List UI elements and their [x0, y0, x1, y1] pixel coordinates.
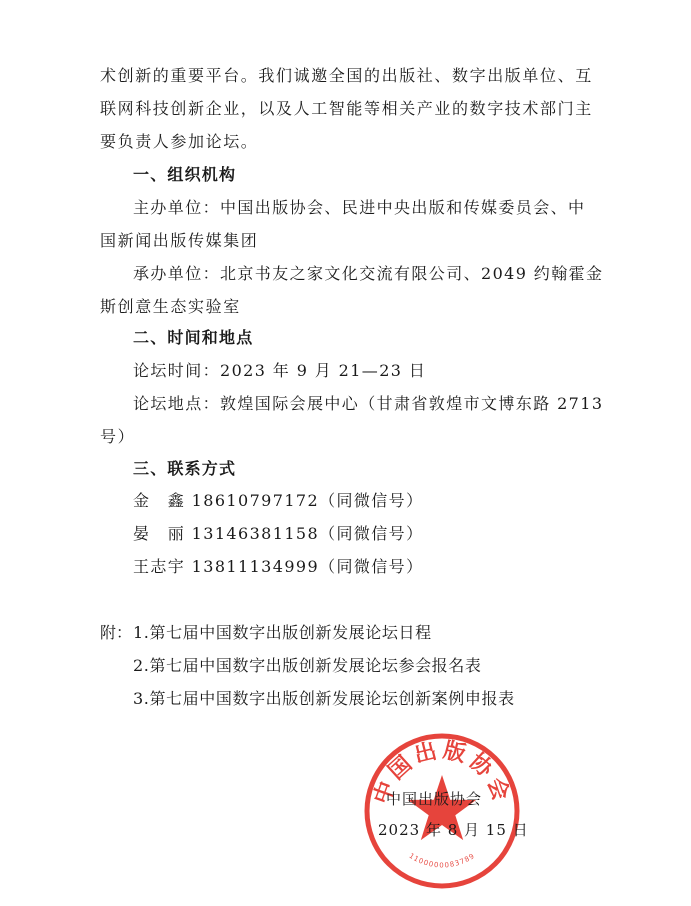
forum-venue-line-1: 论坛地点：敦煌国际会展中心（甘肃省敦煌市文博东路 2713 — [133, 394, 604, 413]
seal-number: 1100000083789 — [407, 851, 477, 870]
intro-line-1: 术创新的重要平台。我们诚邀全国的出版社、数字出版单位、互 — [100, 66, 593, 85]
contact-line: 金 鑫 18610797172（同微信号） — [133, 491, 424, 510]
official-seal-icon — [362, 731, 522, 891]
intro-line-3: 要负责人参加论坛。 — [100, 132, 259, 151]
forum-venue-line-2: 号） — [100, 427, 136, 446]
svg-text:1100000083789 — [407, 852, 476, 870]
section-heading-organization: 一、组织机构 — [133, 165, 237, 184]
attachment-item: 2.第七届中国数字出版创新发展论坛参会报名表 — [133, 656, 482, 675]
seal-text: 中国出版协会 — [369, 737, 515, 808]
section-heading-contact: 三、联系方式 — [133, 459, 237, 478]
signature-date: 2023 年 8 月 15 日 — [378, 821, 529, 839]
intro-line-2: 联网科技创新企业，以及人工智能等相关产业的数字技术部门主 — [100, 99, 593, 118]
attachments-label: 附： — [100, 623, 133, 642]
organizer-line-2: 斯创意生态实验室 — [100, 297, 241, 316]
contact-line: 晏 丽 13146381158（同微信号） — [133, 524, 424, 543]
section-heading-time-place: 二、时间和地点 — [133, 328, 254, 347]
attachment-item: 1.第七届中国数字出版创新发展论坛日程 — [133, 623, 432, 642]
organizer-line-1: 承办单位：北京书友之家文化交流有限公司、2049 约翰霍金 — [133, 264, 604, 283]
attachment-item: 3.第七届中国数字出版创新发展论坛创新案例申报表 — [133, 689, 515, 708]
signature-org: 中国出版协会 — [386, 790, 483, 808]
host-line-1: 主办单位：中国出版协会、民进中央出版和传媒委员会、中 — [133, 198, 586, 217]
host-line-2: 国新闻出版传媒集团 — [100, 231, 259, 250]
contact-line: 王志宇 13811134999（同微信号） — [133, 557, 424, 576]
forum-time: 论坛时间：2023 年 9 月 21—23 日 — [133, 361, 427, 380]
